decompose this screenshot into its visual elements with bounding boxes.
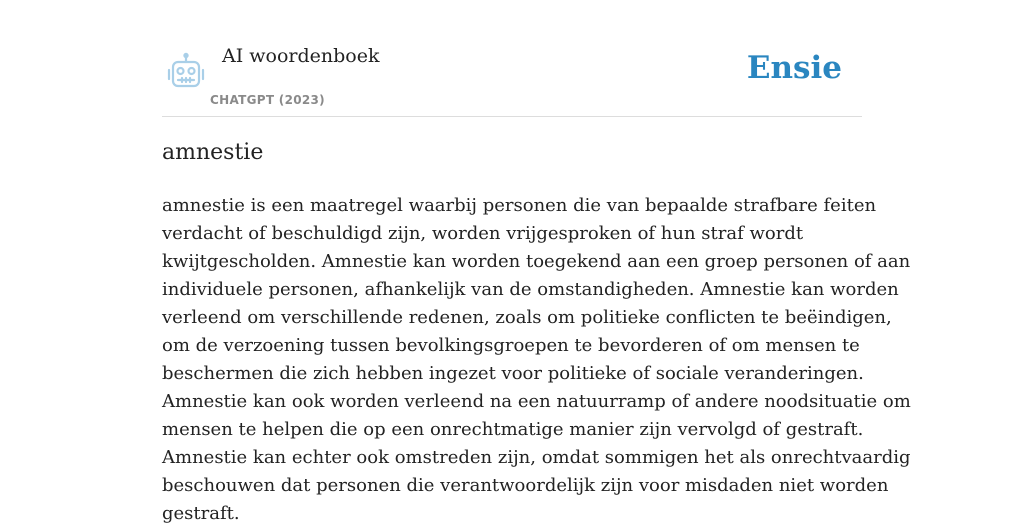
entry-term: amnestie (162, 140, 264, 165)
definition-line: individuele personen, afhankelijk van de omstandigheden. Amnestie kan worden (162, 279, 899, 300)
definition-line: Amnestie kan echter ook omstreden zijn, omdat sommigen het als onrechtvaardig (162, 447, 911, 468)
definition-line: verleend om verschillende redenen, zoals om politieke conflicten te beëindigen, (162, 307, 892, 328)
definition-line: gestraft. (162, 503, 240, 524)
definition-line: amnestie is een maatregel waarbij personen die van bepaalde strafbare feiten (162, 195, 877, 216)
definition-line: beschermen die zich hebben ingezet voor politieke of sociale veranderingen. (162, 363, 864, 384)
source-subtitle: CHATGPT (2023) (210, 93, 325, 107)
header (162, 0, 862, 117)
definition-line: mensen te helpen die op een onrechtmatige manier zijn vervolgd of gestraft. (162, 419, 864, 440)
definition-line: beschouwen dat personen die verantwoordelijk zijn voor misdaden niet worden (162, 475, 889, 496)
entry-definition (162, 192, 911, 528)
definition-line: Amnestie kan ook worden verleend na een natuurramp of andere noodsituatie om (162, 391, 911, 412)
definition-line: om de verzoening tussen bevolkingsgroepen te bevorderen of om mensen te (162, 335, 860, 356)
source-title[interactable]: AI woordenboek (222, 45, 380, 67)
definition-line: verdacht of beschuldigd zijn, worden vrijgesproken of hun straf wordt (162, 223, 804, 244)
robot-icon (166, 52, 206, 92)
definition-line: kwijtgescholden. Amnestie kan worden toegekend aan een groep personen of aan (162, 251, 911, 272)
brand-logo[interactable]: Ensie (746, 50, 842, 86)
